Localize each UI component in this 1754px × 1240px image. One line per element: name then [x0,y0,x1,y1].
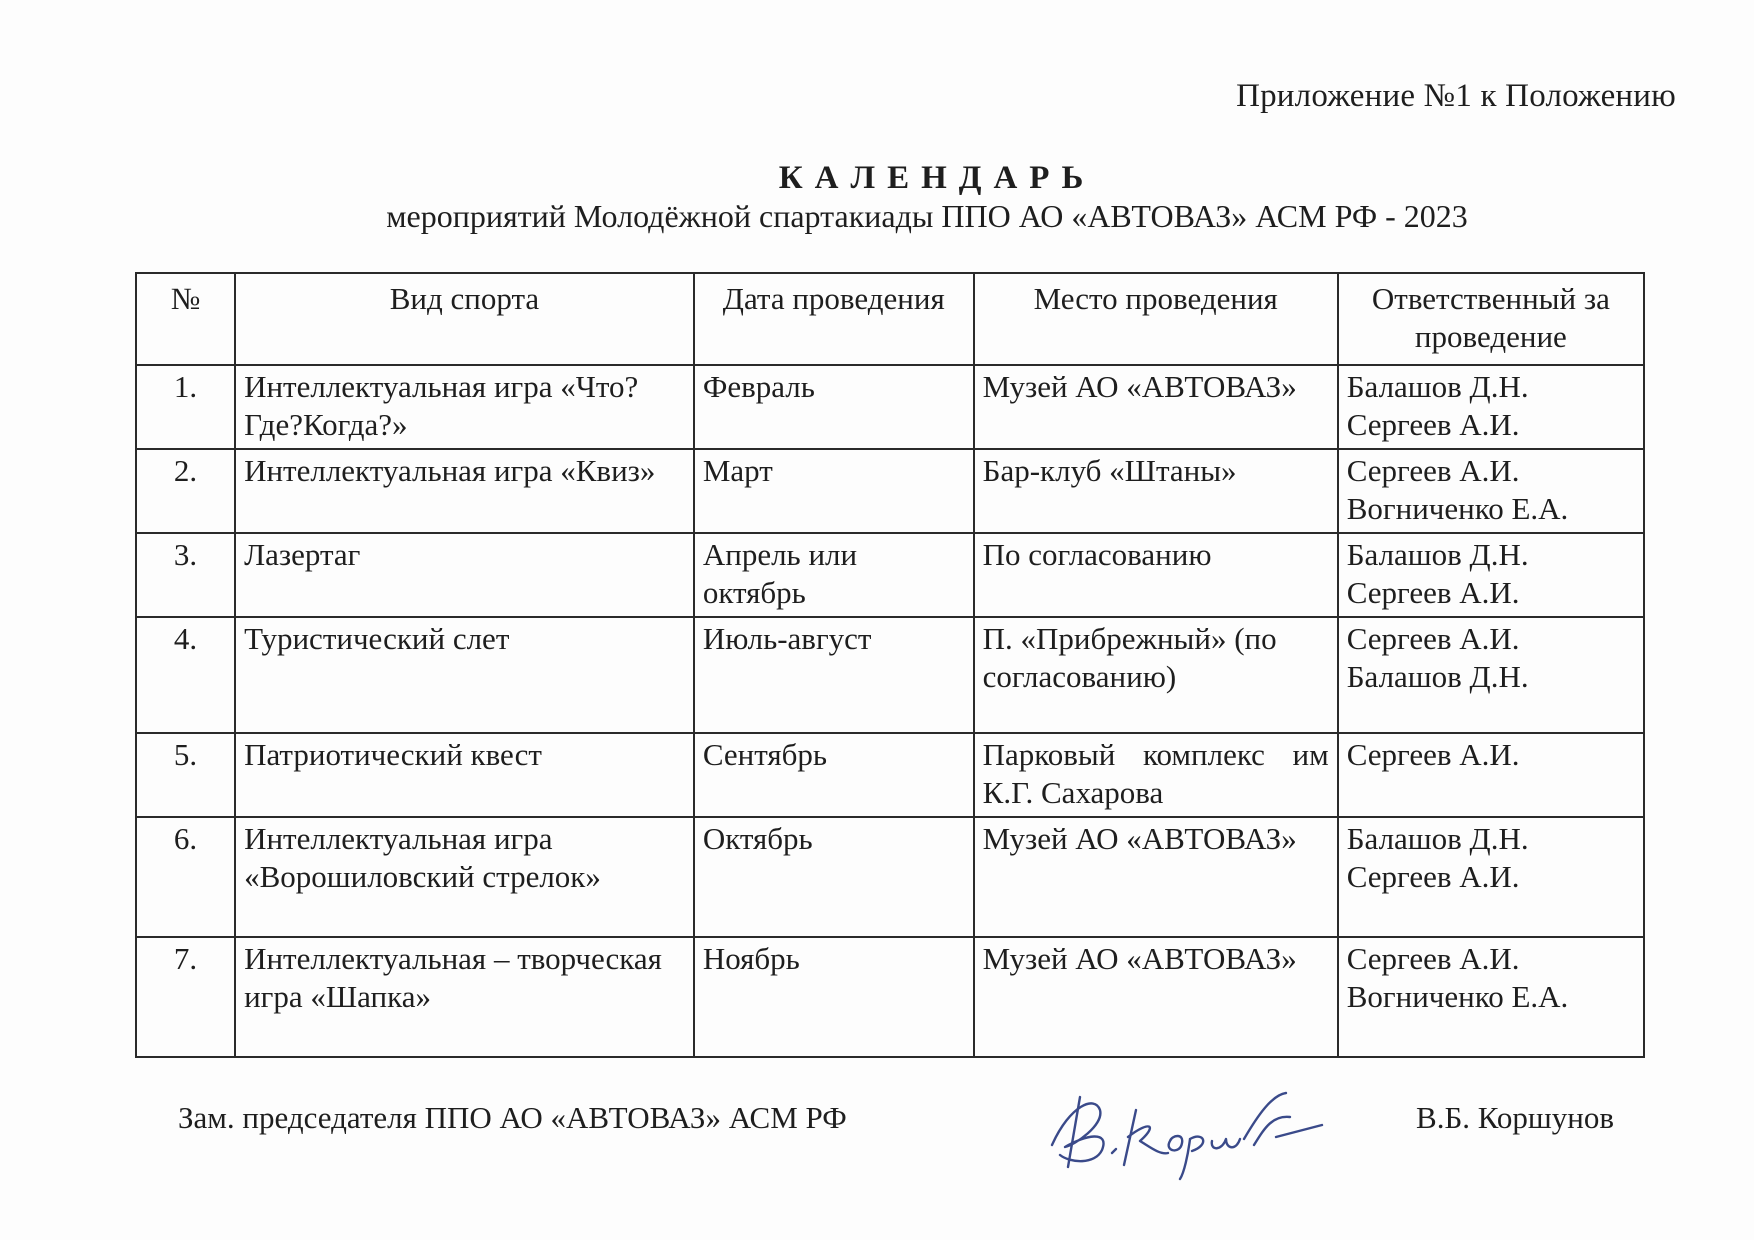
date-cell: Сентябрь [694,733,974,817]
column-header-date: Дата проведения [694,273,974,365]
sport-cell: Интеллектуальная игра «Квиз» [235,449,694,533]
table-row [136,533,1644,617]
responsible-cell [1338,817,1644,937]
document-subtitle: мероприятий Молодёжной спартакиады ППО АО «АВТОВАЗ» АСМ РФ - 2023 [386,198,1468,234]
column-header-responsible: Ответственный за проведение [1338,273,1644,365]
table-row [136,733,1644,817]
row-number: 3. [136,533,235,617]
row-number: 6. [136,817,235,937]
table-header-row [136,273,1644,365]
responsible-person: Сергеев А.И. [1346,941,1520,976]
sport-cell: Интеллектуальная игра «Ворошиловский стрелок» [235,817,694,937]
place-cell: По согласованию [974,533,1338,617]
column-header-number: № [136,273,235,365]
sport-cell: Интеллектуальная – творческая игра «Шапка» [235,937,694,1057]
place-cell: Музей АО «АВТОВАЗ» [974,817,1338,937]
table-row [136,617,1644,733]
place-cell: Парковый комплекс им К.Г. Сахарова [974,733,1338,817]
responsible-person: Сергеев А.И. [1346,621,1520,656]
place-cell: Бар-клуб «Штаны» [974,449,1338,533]
row-number: 1. [136,365,235,449]
date-cell: Март [694,449,974,533]
responsible-person: Сергеев А.И. [1346,407,1520,442]
signer-position: Зам. председателя ППО АО «АВТОВАЗ» АСМ РФ [178,1100,847,1135]
responsible-cell [1338,617,1644,733]
row-number: 7. [136,937,235,1057]
sport-cell: Туристический слет [235,617,694,733]
row-number: 2. [136,449,235,533]
responsible-person: Вогниченко Е.А. [1346,491,1569,526]
place-cell: П. «Прибрежный» (по согласованию) [974,617,1338,733]
table-row [136,817,1644,937]
responsible-cell [1338,449,1644,533]
responsible-cell [1338,365,1644,449]
date-cell: Июль-август [694,617,974,733]
signer-name: В.Б. Коршунов [1416,1100,1614,1135]
responsible-cell [1338,937,1644,1057]
document-title: КАЛЕНДАРЬ [778,160,1096,196]
table-row [136,937,1644,1057]
row-number: 4. [136,617,235,733]
responsible-person: Балашов Д.Н. [1346,659,1529,694]
sport-cell: Патриотический квест [235,733,694,817]
date-cell: Февраль [694,365,974,449]
handwritten-signature-icon [1040,1075,1340,1185]
responsible-person: Сергеев А.И. [1346,859,1520,894]
appendix-note: Приложение №1 к Положению [1236,78,1676,114]
responsible-person: Балашов Д.Н. [1346,369,1529,404]
sport-cell: Лазертаг [235,533,694,617]
responsible-person: Сергеев А.И. [1346,453,1520,488]
table-row [136,449,1644,533]
responsible-person: Сергеев А.И. [1346,575,1520,610]
row-number: 5. [136,733,235,817]
date-cell: Апрель или октябрь [694,533,974,617]
date-cell: Октябрь [694,817,974,937]
responsible-cell [1338,533,1644,617]
responsible-person: Сергеев А.И. [1346,737,1520,772]
table-row [136,365,1644,449]
column-header-place: Место проведения [974,273,1338,365]
responsible-person: Балашов Д.Н. [1346,537,1529,572]
place-cell: Музей АО «АВТОВАЗ» [974,937,1338,1057]
sport-cell: Интеллектуальная игра «Что?Где?Когда?» [235,365,694,449]
responsible-person: Вогниченко Е.А. [1346,979,1569,1014]
responsible-person: Балашов Д.Н. [1346,821,1529,856]
events-calendar-table [135,272,1645,1058]
date-cell: Ноябрь [694,937,974,1057]
responsible-cell [1338,733,1644,817]
place-cell: Музей АО «АВТОВАЗ» [974,365,1338,449]
column-header-sport: Вид спорта [235,273,694,365]
